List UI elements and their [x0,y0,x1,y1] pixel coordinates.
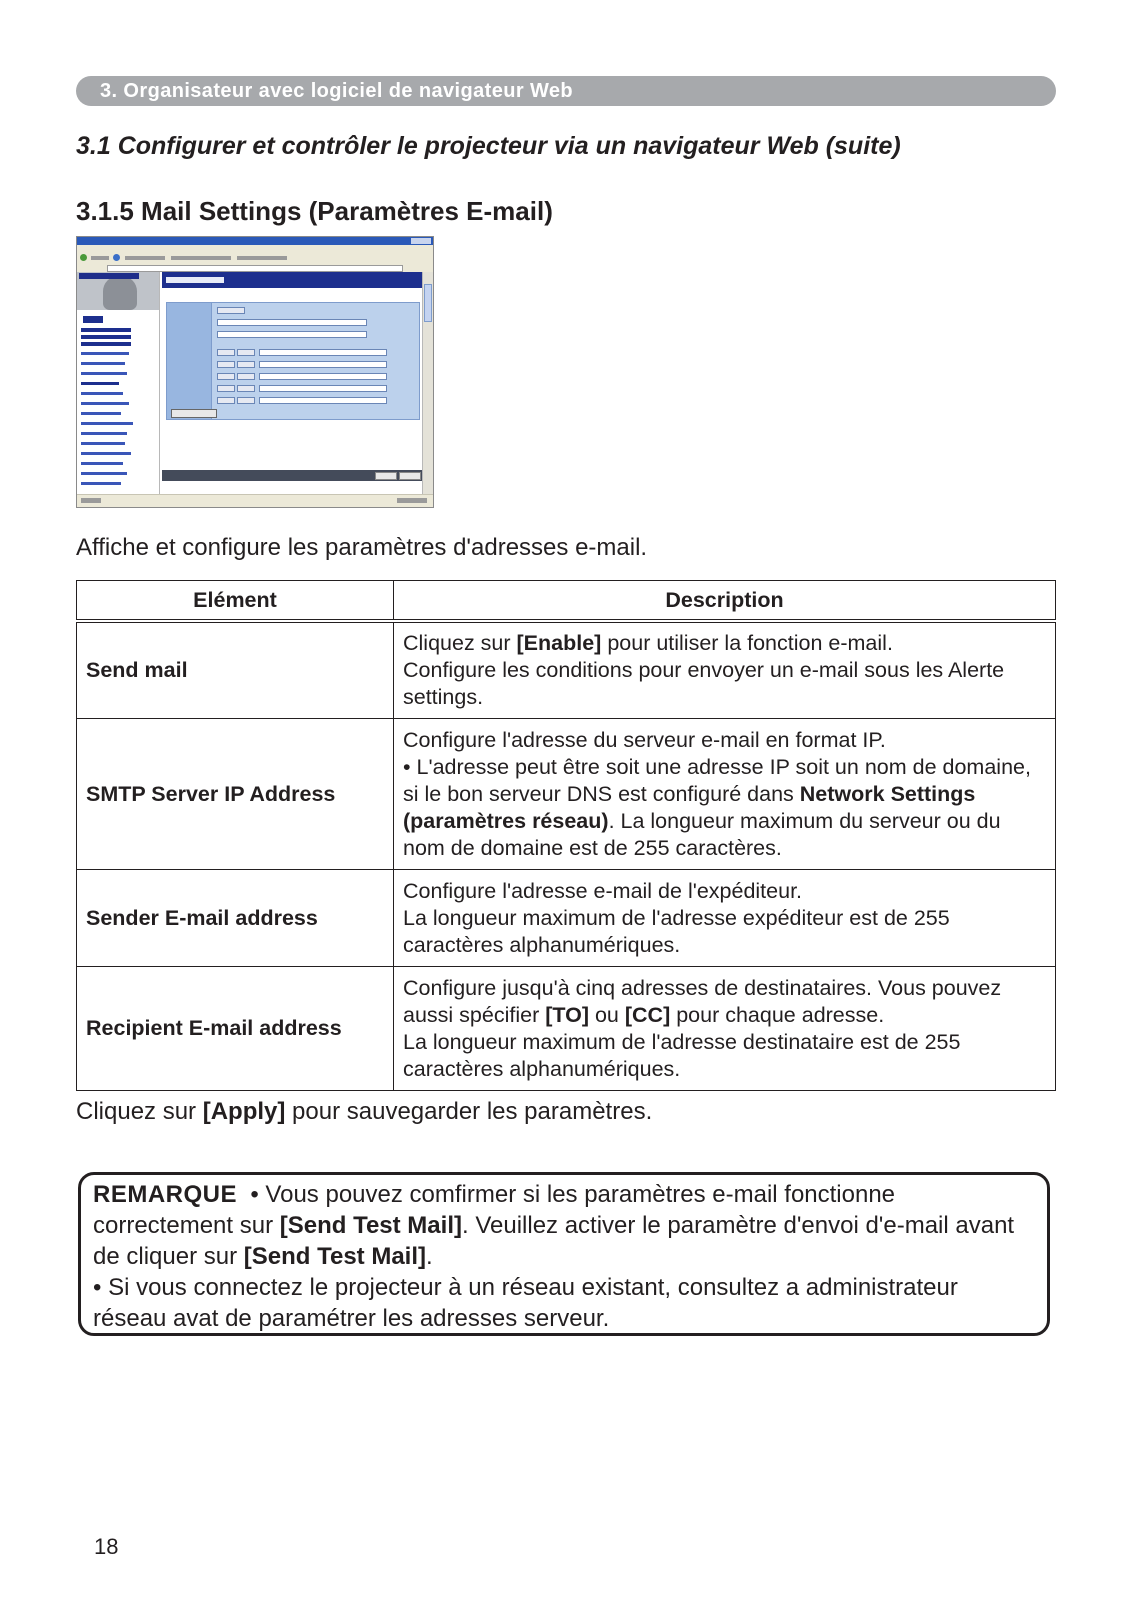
smtp-input [217,319,367,326]
description-text: • L'adresse peut être soit une adresse IP soit un nom de domaine, si le bon serveur DNS est configuré dans [403,754,1031,806]
scroll-thumb [424,284,432,322]
note-text: . [426,1243,433,1270]
element-cell: Sender E-mail address [77,870,394,967]
to-cc-select [217,349,235,356]
note-text: • Vous pouvez comfirmer si les paramètres e-mail fonctionne correctement sur [93,1181,902,1239]
sender-input [217,331,367,338]
sidebar-link [81,392,123,395]
description-cell [394,621,1056,719]
note-bold: [Send Test Mail] [243,1243,426,1270]
apply-instruction [76,1098,652,1126]
window-title-bar [77,237,433,245]
chapter-header-bar [76,76,1056,106]
description-cell [394,870,1056,967]
to-cc-select [237,349,255,356]
apply-button [375,472,397,480]
subsection-title: 3.1.5 Mail Settings (Paramètres E-mail) [76,196,553,226]
apply-bold: [Apply] [202,1098,286,1125]
recipient-input [259,349,387,356]
mail-settings-form [166,302,420,420]
browser-status-bar [77,494,433,507]
note-paragraph [93,1179,1037,1272]
description-text: Cliquez sur [403,631,517,655]
to-cc-select [217,385,235,392]
note-box [78,1172,1050,1336]
sidebar-link [81,372,127,375]
to-cc-select [237,397,255,404]
to-cc-select [237,373,255,380]
screenshot-main-panel [160,272,423,495]
note-paragraph: • Si vous connectez le projecteur à un réseau existant, consultez a administrateur réseau avat de paramétrer les adresses serveur. [93,1274,958,1332]
table-row [77,621,1056,719]
chapter-title: 3. Organisateur avec logiciel de navigateur Web [100,80,574,102]
reset-button [399,472,421,480]
table-header-row [77,581,1056,622]
description-line [403,975,1047,1029]
sidebar-link [81,362,125,365]
to-cc-select [217,373,235,380]
apply-text: pour sauvegarder les paramètres. [285,1098,653,1125]
note-text: . Veuillez activer le paramètre d'envoi d'e-mail avant de cliquer sur [93,1212,1015,1270]
projector-web-logo [77,272,159,310]
recipient-input [259,385,387,392]
screenshot-sidebar [77,272,160,495]
sidebar-link [81,422,133,425]
heading-text-block [166,277,224,283]
table-row [77,870,1056,967]
element-cell: SMTP Server IP Address [77,719,394,870]
column-header-description: Description [394,581,1056,622]
description-text: pour utiliser la fonction e-mail. [601,631,893,655]
toolbar-segment [125,256,165,260]
note-label: REMARQUE [93,1181,238,1208]
description-line [403,630,1047,657]
recipient-input [259,361,387,368]
apply-bar [162,470,423,481]
logout-button [83,316,103,323]
sidebar-link [81,472,127,475]
description-line [403,754,1047,862]
send-mail-select [217,307,245,314]
sidebar-link [81,452,131,455]
browser-window-screenshot [76,236,434,508]
description-text: pour chaque adresse. [670,1002,885,1027]
sidebar-link [81,442,125,445]
page-number: 18 [94,1534,119,1559]
column-header-element: Elément [77,581,394,622]
window-buttons [411,238,431,244]
address-field [107,265,403,272]
mail-settings-heading [162,272,423,288]
forward-icon [113,254,120,261]
sidebar-link [81,412,121,415]
description-line: Configure l'adresse e-mail de l'expéditeur. [403,878,803,903]
sidebar-link [81,432,127,435]
to-cc-select [217,397,235,404]
toolbar-segment [237,256,287,260]
description-cell [394,719,1056,870]
element-cell: Recipient E-mail address [77,967,394,1091]
sidebar-link [81,352,129,355]
nav-header-block [81,328,131,346]
to-cc-select [217,361,235,368]
description-bold: Network Settings (paramètres réseau) [403,781,976,833]
description-text: . La longueur maximum du serveur ou du nom de domaine est de 255 caractères. [403,808,1001,860]
sidebar-link-active [81,382,119,385]
to-cc-select [237,385,255,392]
recipient-input [259,373,387,380]
recipient-input [259,397,387,404]
apply-text: Cliquez sur [76,1098,203,1125]
status-segment [81,498,101,503]
to-cc-select [237,361,255,368]
description-cell [394,967,1056,1091]
description-text: Configure jusqu'à cinq adresses de destinataires. Vous pouvez aussi spécifier [403,975,1002,1027]
description-line: La longueur maximum de l'adresse destinataire est de 255 caractères alphanumériques. [403,1029,961,1081]
description-line: La longueur maximum de l'adresse expéditeur est de 255 caractères alphanumériques. [403,905,950,957]
mail-settings-table [76,580,1056,1091]
description-line: Configure les conditions pour envoyer un e-mail sous les Alerte settings. [403,658,1005,709]
hand-icon [103,276,137,310]
back-icon [80,254,87,261]
intro-text: Affiche et configure les paramètres d'adresses e-mail. [76,534,648,561]
description-bold: [CC] [624,1002,671,1027]
section-title: 3.1 Configurer et contrôler le projecteur via un navigateur Web (suite) [76,132,901,160]
description-text: ou [589,1002,625,1027]
screenshot-scrollbar [422,272,433,495]
status-segment [397,498,427,503]
toolbar-segment [171,256,231,260]
table-row [77,967,1056,1091]
description-bold: [Enable] [516,631,602,655]
form-label-column [167,303,212,419]
sidebar-link [81,402,129,405]
sidebar-link [81,462,123,465]
send-test-mail-button [171,409,217,418]
sidebar-link [81,482,121,485]
description-line: Configure l'adresse du serveur e-mail en format IP. [403,727,886,752]
note-bold: [Send Test Mail] [279,1212,462,1239]
logo-text-block [79,273,139,279]
element-cell: Send mail [77,621,394,719]
toolbar-segment [91,256,109,260]
table-row [77,719,1056,870]
description-bold: [TO] [545,1002,589,1027]
